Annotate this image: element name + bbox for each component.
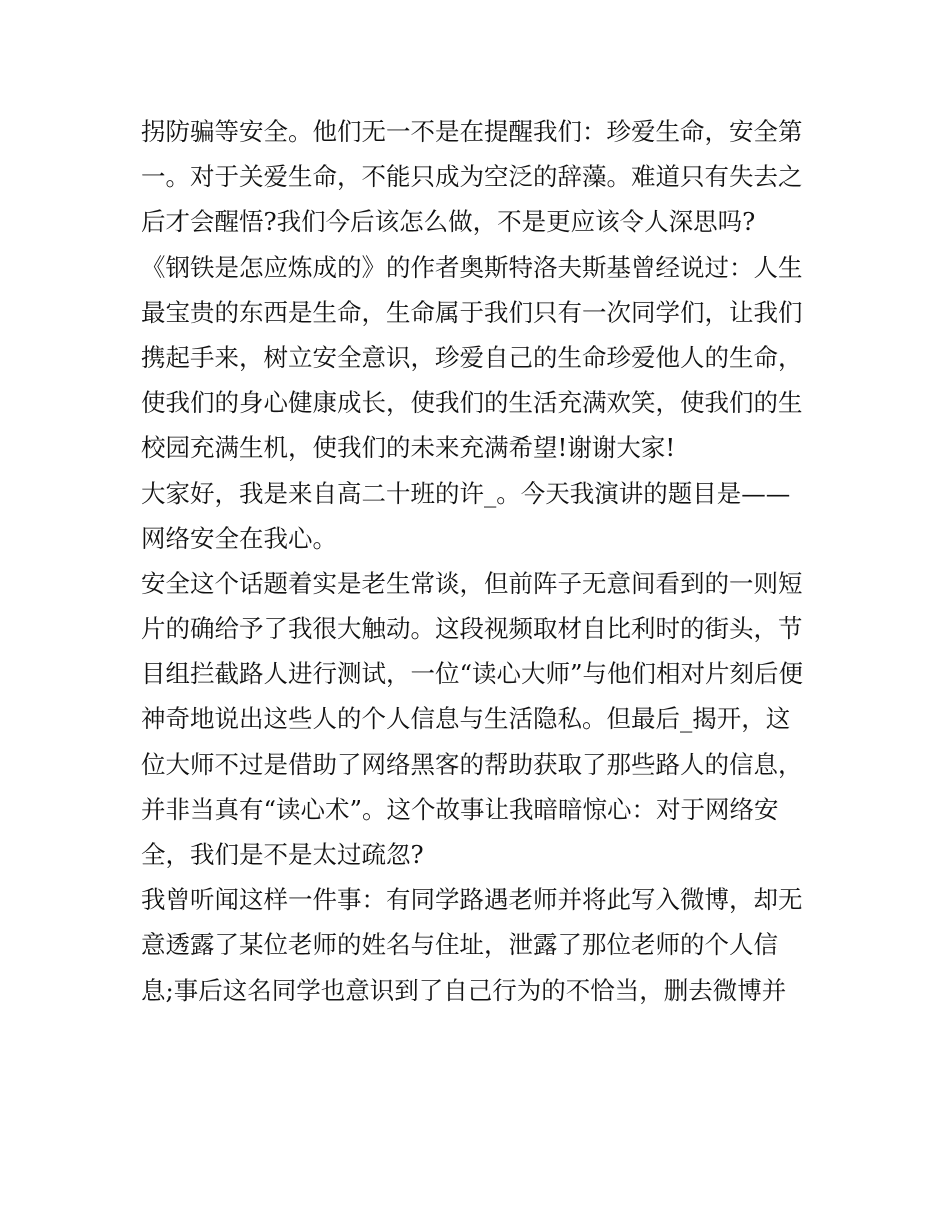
- text-line: 位大师不过是借助了网络黑客的帮助获取了那些路人的信息，: [141, 749, 803, 779]
- text-line: 我曾听闻这样一件事：有同学路遇老师并将此写入微博，却无: [141, 885, 803, 915]
- text-line: 神奇地说出这些人的个人信息与生活隐私。但最后_揭开，这: [141, 704, 791, 734]
- text-line: 并非当真有“读心术”。这个故事让我暗暗惊心：对于网络安: [141, 794, 779, 824]
- text-line: 息;事后这名同学也意识到了自己行为的不恰当，删去微博并: [141, 975, 787, 1005]
- text-line: 网络安全在我心。: [141, 523, 337, 553]
- text-line: 《钢铁是怎应炼成的》的作者奥斯特洛夫斯基曾经说过：人生: [141, 252, 803, 282]
- document-body: [141, 109, 821, 1013]
- text-line: 一。对于关爱生命，不能只成为空泛的辞藻。难道只有失去之: [141, 162, 803, 192]
- text-line: 拐防骗等安全。他们无一不是在提醒我们：珍爱生命，安全第: [141, 117, 803, 146]
- text-line: 大家好，我是来自高二十班的许_。今天我演讲的题目是——: [141, 478, 791, 508]
- text-line: 最宝贵的东西是生命，生命属于我们只有一次同学们，让我们: [141, 297, 803, 327]
- text-line: 目组拦截路人进行测试，一位“读心大师”与他们相对片刻后便: [141, 659, 804, 689]
- text-line: 全，我们是不是太过疏忽?: [141, 840, 424, 869]
- text-line: 安全这个话题着实是老生常谈，但前阵子无意间看到的一则短: [141, 568, 803, 598]
- text-line: 意透露了某位老师的姓名与住址，泄露了那位老师的个人信: [141, 930, 778, 960]
- text-line: 后才会醒悟?我们今后该怎么做，不是更应该令人深思吗?: [141, 207, 756, 237]
- text-line: 片的确给予了我很大触动。这段视频取材自比利时的街头，节: [141, 614, 803, 644]
- text-line: 校园充满生机，使我们的未来充满希望!谢谢大家!: [141, 433, 676, 463]
- text-line: 携起手来，树立安全意识，珍爱自己的生命珍爱他人的生命，: [141, 342, 803, 372]
- text-line: 使我们的身心健康成长，使我们的生活充满欢笑，使我们的生: [141, 388, 803, 418]
